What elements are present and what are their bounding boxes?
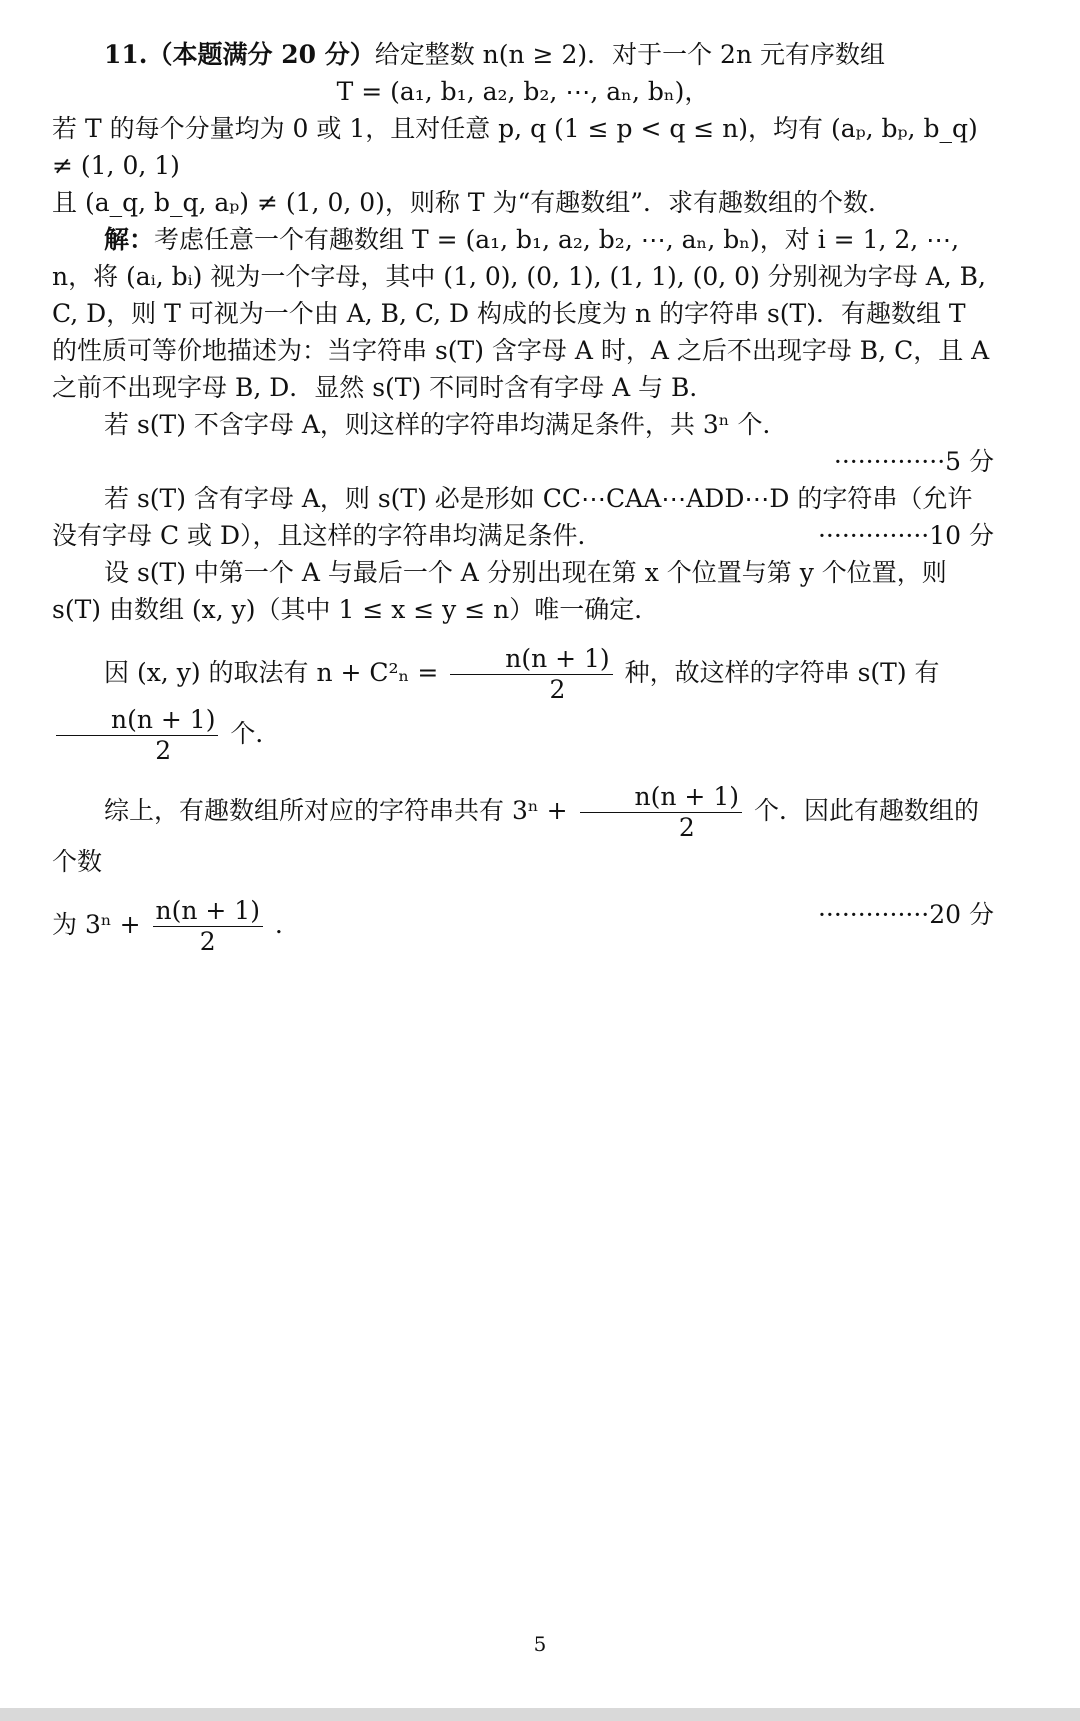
fraction-denominator: 2 [678, 813, 695, 842]
fraction-n-n-plus-1-over-2 [56, 705, 218, 766]
problem-content [52, 36, 994, 957]
solution-label: 解： [104, 225, 155, 254]
problem-intro: 给定整数 n(n ≥ 2)．对于一个 2n 元有序数组 [374, 40, 886, 69]
problem-statement-line-1 [52, 36, 994, 73]
solution-paragraph-2 [52, 406, 994, 480]
solution-text-1: 考虑任意一个有趣数组 T = (a₁, b₁, a₂, b₂, ⋯, aₙ, bₙ)，对 i = 1, 2, ⋯, n，将 (aᵢ, bᵢ) 视为一个字母，其中 (1, 0), (0, 1), (1, 1), (0, 0) 分别视为字母 A, B, C, D，则 T 可视为一个由 A, B, C, D 构成的长度为 n 的字符串 s(T)．有趣数组 T 的性质可等价地描述为：当字符串 s(T) 含字母 A 时，A 之后不出现字母 B, C，且 A 之前不出现字母 B, D．显然 s(T) 不同时含有字母 A 与 B． [52, 225, 990, 402]
problem-condition-1: 若 T 的每个分量均为 0 或 1，且对任意 p, q (1 ≤ p < q ≤ n)，均有 (aₚ, bₚ, b_q) ≠ (1, 0, 1) [52, 114, 978, 180]
fraction-numerator: n(n + 1) [450, 644, 612, 675]
score-marker-10: ··············10 分 [817, 521, 994, 550]
fraction-denominator: 2 [549, 675, 566, 704]
page-number: 5 [533, 1632, 547, 1656]
solution-text-2: 若 s(T) 不含字母 A，则这样的字符串均满足条件，共 3ⁿ 个． [104, 410, 788, 439]
solution-paragraph-3 [52, 480, 994, 554]
solution-text-7b: ． [274, 910, 300, 939]
solution-text-6b: 个．因此有趣数组的个数 [52, 796, 979, 876]
fraction-n-n-plus-1-over-2 [153, 896, 263, 957]
solution-text-5a: 因 (x, y) 的取法有 n + C²ₙ = [104, 658, 439, 687]
fraction-numerator: n(n + 1) [580, 782, 742, 813]
fraction-denominator: 2 [155, 736, 172, 765]
solution-paragraph-1 [52, 221, 994, 406]
tuple-formula: T = (a₁, b₁, a₂, b₂, ⋯, aₙ, bₙ)， [336, 77, 710, 106]
problem-condition-2: 且 (a_q, b_q, aₚ) ≠ (1, 0, 0)，则称 T 为“有趣数组”．求有趣数组的个数． [52, 188, 894, 217]
solution-paragraph-4: 设 s(T) 中第一个 A 与最后一个 A 分别出现在第 x 个位置与第 y 个位置，则 s(T) 由数组 (x, y)（其中 1 ≤ x ≤ y ≤ n）唯一确定． [52, 558, 947, 624]
solution-text-5c: 个． [230, 719, 281, 748]
solution-paragraph-5 [52, 644, 994, 766]
fraction-denominator: 2 [199, 927, 216, 956]
score-marker-5: ··············5 分 [833, 447, 994, 476]
solution-text-5b: 种，故这样的字符串 s(T) 有 [624, 658, 940, 687]
solution-text-7a: 为 3ⁿ + [52, 910, 141, 939]
problem-header: 11.（本题满分 20 分） [104, 40, 375, 69]
fraction-numerator: n(n + 1) [56, 705, 218, 736]
score-marker-20: ··············20 分 [817, 900, 994, 929]
solution-paragraph-6 [52, 782, 994, 880]
fraction-numerator: n(n + 1) [153, 896, 263, 927]
solution-text-3: 若 s(T) 含有字母 A，则 s(T) 必是形如 CC⋯CAA⋯ADD⋯D 的字符串（允许没有字母 C 或 D），且这样的字符串均满足条件． [52, 484, 973, 550]
fraction-n-n-plus-1-over-2 [580, 782, 742, 843]
fraction-n-n-plus-1-over-2 [450, 644, 612, 705]
solution-paragraph-7 [52, 896, 994, 957]
solution-text-6a: 综上，有趣数组所对应的字符串共有 3ⁿ + [104, 796, 568, 825]
bottom-divider [0, 1708, 1080, 1721]
